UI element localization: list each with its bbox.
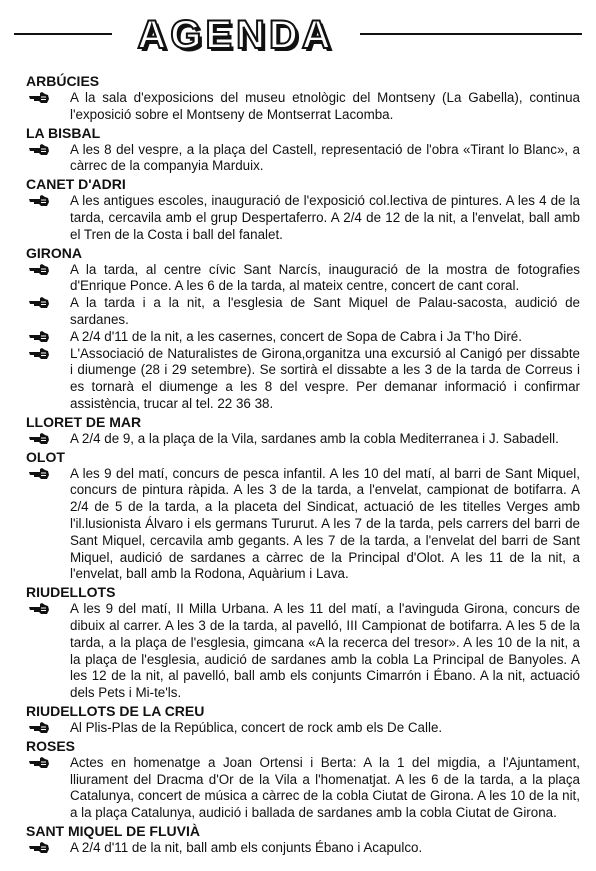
page-title: AGENDA bbox=[137, 13, 335, 57]
pointing-hand-icon bbox=[28, 329, 50, 345]
entry-text: A 2/4 de 9, a la plaça de la Vila, sardanes amb la cobla Mediterranea i J. Sabadell. bbox=[70, 430, 559, 446]
pointing-hand-icon bbox=[28, 466, 50, 482]
town-heading: GIRONA bbox=[26, 244, 82, 261]
pointing-hand-icon bbox=[28, 601, 50, 617]
agenda-listing bbox=[26, 72, 580, 857]
entry-text: Actes en homenatge a Joan Ortensi i Berta: A la 1 del migdia, a l'Ajuntament, lliurament del Dracma d'Or de la Vila a l'homenatjat. A les 6 de la tarda, a la plaça Catalunya, concert de música a càrrec de la cobla Ciutat de Girona. A les 10 de la nit, a la plaça Catalunya, audició i ballada de sardanes amb la cobla Ciutat de Girona. bbox=[70, 754, 580, 821]
town-heading: LA BISBAL bbox=[26, 124, 101, 141]
entry-text: A 2/4 d'11 de la nit, ball amb els conjunts Ébano i Acapulco. bbox=[70, 839, 423, 855]
agenda-entry bbox=[26, 329, 580, 346]
town-heading: CANET D'ADRI bbox=[26, 176, 126, 193]
agenda-entry bbox=[26, 466, 580, 584]
entry-text: Al Plis-Plas de la República, concert de rock amb els De Calle. bbox=[70, 719, 443, 735]
masthead bbox=[112, 12, 360, 58]
town-heading: ARBÚCIES bbox=[26, 73, 100, 89]
agenda-entry bbox=[26, 295, 580, 329]
agenda-entry bbox=[26, 193, 580, 243]
entry-text: L'Associació de Naturalistes de Girona,organitza una excursió al Canigó per dissabte i diumenge (28 i 29 setembre). Se sortirà el dissabte a les 3 de la tarda de Correus i es tornarà el diumenge a les 8 del vespre. Per demanar informació i confirmar assistència, trucar al tel. 22 36 38. bbox=[70, 345, 580, 411]
pointing-hand-icon bbox=[28, 720, 50, 736]
agenda-entry bbox=[26, 142, 580, 176]
agenda-entry bbox=[26, 90, 580, 124]
pointing-hand-icon bbox=[28, 142, 50, 158]
town-heading: RIUDELLOTS DE LA CREU bbox=[26, 702, 205, 719]
agenda-entry bbox=[26, 755, 580, 822]
entry-text: A les 9 del matí, II Milla Urbana. A les 11 del matí, a l'avinguda Girona, concurs de dibuix al carrer. A les 3 de la tarda, al pavelló, III Campionat de botifarra. A les 5 de la tarda, a la plaça de l'esglesia, gimcana «A la recerca del tresor». A les 10 de la nit, a la plaça de l'esglesia, audició de sardanes amb la cobla La Principal de Banyoles. A les 12 de la nit, al pavelló, ball amb els conjunts Cimarrón i Ébano. A la nit, actuació dels Pets i Mi-te'ls. bbox=[70, 601, 580, 701]
town-heading: ROSES bbox=[26, 737, 76, 754]
pointing-hand-icon bbox=[28, 193, 50, 209]
header-rule-left bbox=[14, 33, 112, 35]
agenda-entry bbox=[26, 346, 580, 413]
pointing-hand-icon bbox=[28, 840, 50, 856]
pointing-hand-icon bbox=[28, 90, 50, 106]
pointing-hand-icon bbox=[28, 262, 50, 278]
header-rule-right bbox=[360, 33, 582, 35]
entry-text: A la tarda, al centre cívic Sant Narcís, inauguració de la mostra de fotografies d'Enrique Ponce. A les 6 de la tarda, al mateix centre, concert de cant coral. bbox=[70, 261, 580, 294]
entry-text: A les 9 del matí, concurs de pesca infantil. A les 10 del matí, al barri de Sant Miquel, concurs de pintura ràpida. A les 3 de la tarda, a l'envelat, campionat de botifarra. A 2/4 de 5 de la tarda, a la placeta del Sindicat, actuació de les titelles Verges amb l'il.lusionista Álvaro i els germans Tururut. A les 7 de la tarda, pels carrers del barri de Sant Miquel, cercavila amb gegants. A les 7 de la tarda, a l'envelat del barri de Sant Miquel, audició de sardanes a càrrec de la Principal d'Olot. A les 11 de la nit, a l'envelat, ball amb la Rodona, Aquàrium i Lava. bbox=[70, 465, 580, 582]
town-heading: LLORET DE MAR bbox=[26, 413, 142, 430]
agenda-entry bbox=[26, 262, 580, 296]
pointing-hand-icon bbox=[28, 755, 50, 771]
pointing-hand-icon bbox=[28, 295, 50, 311]
entry-text: A la sala d'exposicions del museu etnològic del Montseny (La Gabella), continua l'exposició sobre el Montseny de Montserrat Lacomba. bbox=[70, 90, 580, 122]
entry-text: A 2/4 d'11 de la nit, a les casernes, concert de Sopa de Cabra i Ja T'ho Diré. bbox=[70, 328, 522, 344]
entry-text: A les 8 del vespre, a la plaça del Castell, representació de l'obra «Tirant lo Blanc», a càrrec de la companyia Marduix. bbox=[70, 141, 580, 174]
agenda-entry bbox=[26, 431, 580, 448]
pointing-hand-icon bbox=[28, 346, 50, 362]
agenda-entry bbox=[26, 840, 580, 857]
town-heading: RIUDELLOTS bbox=[26, 584, 116, 601]
entry-text: A la tarda i a la nit, a l'esglesia de Sant Miquel de Palau-sacosta, audició de sardanes. bbox=[70, 295, 580, 327]
entry-text: A les antigues escoles, inauguració de l'exposició col.lectiva de pintures. A les 4 de la tarda, cercavila amb el grup Despertaferro. A 2/4 de 12 de la nit, a l'envelat, ball amb el Tren de la Costa i ball del fanalet. bbox=[70, 193, 580, 242]
town-heading: OLOT bbox=[26, 448, 65, 465]
agenda-entry bbox=[26, 601, 580, 702]
town-heading: SANT MIQUEL DE FLUVIÀ bbox=[26, 822, 200, 839]
agenda-entry bbox=[26, 720, 580, 737]
pointing-hand-icon bbox=[28, 431, 50, 447]
